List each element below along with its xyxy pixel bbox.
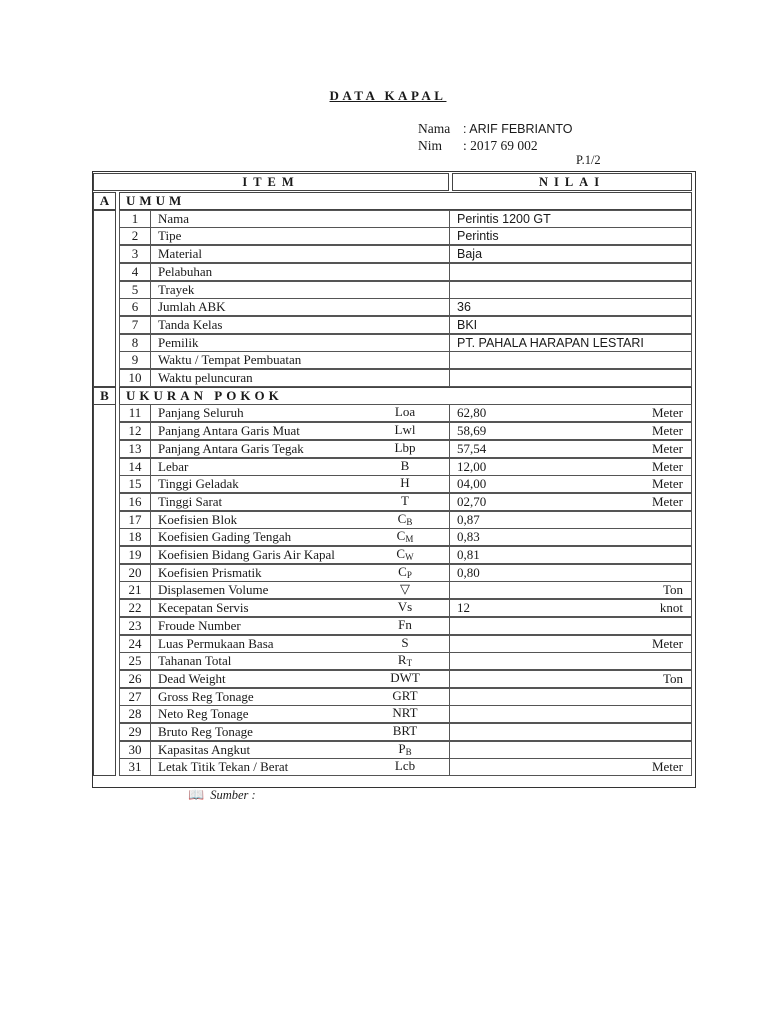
- row-value: [449, 741, 692, 759]
- book-icon: 📖: [188, 787, 205, 802]
- row-value: [449, 670, 692, 688]
- row-number: 17: [119, 511, 151, 529]
- row-value: [449, 404, 692, 422]
- row-number: 1: [119, 210, 151, 228]
- row-number: 21: [119, 581, 151, 599]
- row-symbol: [377, 758, 433, 774]
- row-symbol: [377, 723, 433, 739]
- row-number: 31: [119, 758, 151, 776]
- row-item: Jumlah ABK: [150, 298, 450, 316]
- row-symbol-text: C: [398, 563, 407, 579]
- row-symbol-subscript: W: [405, 552, 414, 562]
- row-value-text: BKI: [457, 317, 478, 332]
- nama-line: [418, 121, 573, 137]
- row-symbol: [377, 493, 433, 509]
- row-symbol-text: C: [396, 528, 406, 544]
- row-value: [449, 245, 692, 263]
- row-symbol: [377, 511, 433, 530]
- row-value: [449, 369, 692, 387]
- row-number: 15: [119, 475, 151, 493]
- table-row: [119, 688, 692, 706]
- row-value: [449, 422, 692, 440]
- table-row: [119, 758, 692, 776]
- table-row: [119, 528, 692, 546]
- row-item: Nama: [150, 210, 450, 228]
- row-value: [449, 298, 692, 316]
- row-value: [449, 281, 692, 299]
- row-item: Koefisien Bidang Garis Air Kapal: [150, 546, 450, 564]
- row-symbol: [377, 581, 433, 597]
- row-value-text: 0,80: [457, 564, 480, 580]
- row-value: [449, 635, 692, 653]
- table-row: [119, 564, 692, 582]
- row-item: Froude Number: [150, 617, 450, 635]
- row-value: [449, 705, 692, 723]
- row-number: 22: [119, 599, 151, 617]
- row-value-text: 36: [457, 300, 471, 315]
- row-item: Waktu peluncuran: [150, 369, 450, 387]
- row-number: 18: [119, 528, 151, 546]
- table-row: [119, 334, 692, 352]
- row-symbol: [377, 670, 433, 686]
- row-number: 29: [119, 723, 151, 741]
- row-value: [449, 493, 692, 511]
- table-row: [119, 511, 692, 529]
- row-unit: Meter: [651, 476, 683, 492]
- row-number: 16: [119, 493, 151, 511]
- row-symbol-text: NRT: [392, 705, 418, 721]
- sumber-label: Sumber :: [210, 788, 256, 802]
- table-row: [119, 245, 692, 263]
- table-row: [119, 723, 692, 741]
- row-value: [449, 688, 692, 706]
- table-row: [119, 210, 692, 228]
- row-number: 26: [119, 670, 151, 688]
- row-value-text: 02,70: [457, 493, 487, 509]
- sumber-note: [188, 787, 256, 803]
- nama-value: : ARIF FEBRIANTO: [463, 122, 573, 136]
- table-row: [119, 493, 692, 511]
- table-row: [119, 652, 692, 670]
- row-number: 20: [119, 564, 151, 582]
- row-symbol-text: C: [397, 510, 407, 526]
- row-item: Material: [150, 245, 450, 263]
- row-symbol-text: Lbp: [394, 439, 416, 455]
- row-symbol: [377, 440, 433, 456]
- row-value-text: Baja: [457, 247, 483, 262]
- section-title: UKURAN POKOK: [119, 387, 692, 405]
- row-item: Waktu / Tempat Pembuatan: [150, 351, 450, 369]
- table-row: [119, 316, 692, 334]
- row-value-text: 04,00: [457, 476, 487, 492]
- row-value: [449, 334, 692, 352]
- table-row: [119, 617, 692, 635]
- section-letter: A: [93, 192, 116, 210]
- row-item: Luas Permukaan Basa: [150, 635, 450, 653]
- row-value: [449, 440, 692, 458]
- table-row: [119, 404, 692, 422]
- row-value: [449, 263, 692, 281]
- table-row: [119, 298, 692, 316]
- nim-line: [418, 138, 538, 154]
- row-value: [449, 617, 692, 635]
- row-symbol-subscript: T: [406, 658, 413, 669]
- table-row: [119, 635, 692, 653]
- row-symbol-subscript: B: [405, 746, 412, 757]
- row-value-text: 57,54: [457, 440, 487, 456]
- row-value-text: 12,00: [457, 458, 487, 474]
- table-row: [119, 581, 692, 599]
- nim-label: Nim: [418, 138, 443, 153]
- row-symbol-text: P: [398, 740, 406, 756]
- row-symbol-text: Lcb: [394, 758, 416, 774]
- row-number: 25: [119, 652, 151, 670]
- row-number: 28: [119, 705, 151, 723]
- row-item: Tahanan Total: [150, 652, 450, 670]
- row-item: Tipe: [150, 227, 450, 245]
- row-symbol: [377, 617, 433, 633]
- row-symbol: [377, 705, 433, 721]
- row-value-text: PT. PAHALA HARAPAN LESTARI: [457, 335, 644, 350]
- row-value-text: 58,69: [457, 423, 487, 439]
- row-number: 4: [119, 263, 151, 281]
- row-item: Pelabuhan: [150, 263, 450, 281]
- row-unit: knot: [659, 600, 683, 616]
- row-unit: Meter: [651, 458, 683, 474]
- row-item: Kapasitas Angkut: [150, 741, 450, 759]
- row-number: 30: [119, 741, 151, 759]
- row-symbol-text: T: [401, 492, 409, 508]
- row-item: Bruto Reg Tonage: [150, 723, 450, 741]
- row-symbol: [377, 422, 433, 438]
- section-letter: B: [93, 387, 116, 405]
- table-row: [119, 227, 692, 245]
- row-item: Gross Reg Tonage: [150, 688, 450, 706]
- row-item: Lebar: [150, 458, 450, 476]
- row-item: Displasemen Volume: [150, 581, 450, 599]
- table-row: [119, 475, 692, 493]
- row-item: Koefisien Blok: [150, 511, 450, 529]
- row-item: Panjang Antara Garis Tegak: [150, 440, 450, 458]
- table-row: [119, 263, 692, 281]
- row-value: [449, 652, 692, 670]
- row-number: 2: [119, 227, 151, 245]
- table-row: [119, 599, 692, 617]
- row-value: [449, 758, 692, 776]
- row-number: 5: [119, 281, 151, 299]
- row-value: [449, 528, 692, 546]
- row-number: 23: [119, 617, 151, 635]
- row-number: 3: [119, 245, 151, 263]
- row-item: Panjang Seluruh: [150, 404, 450, 422]
- row-value-text: 0,81: [457, 547, 480, 562]
- column-header-item: ITEM: [93, 173, 449, 191]
- row-symbol-text: Lwl: [394, 422, 416, 438]
- row-symbol-text: C: [396, 546, 406, 561]
- row-symbol-text: BRT: [392, 723, 418, 738]
- table-row: [119, 422, 692, 440]
- row-unit: Meter: [651, 759, 683, 775]
- row-value: [449, 227, 692, 245]
- row-symbol-text: R: [397, 652, 407, 668]
- row-item: Letak Titik Tekan / Berat: [150, 758, 450, 776]
- row-symbol: [377, 599, 433, 615]
- row-symbol-subscript: P: [406, 569, 412, 580]
- row-item: Neto Reg Tonage: [150, 705, 450, 723]
- table-row: [119, 458, 692, 476]
- row-symbol-text: Vs: [397, 599, 413, 615]
- row-value: [449, 316, 692, 334]
- table-row: [119, 440, 692, 458]
- row-value: [449, 723, 692, 741]
- row-number: 19: [119, 546, 151, 564]
- row-symbol: [377, 652, 433, 671]
- table-row: [119, 369, 692, 387]
- page-number: P.1/2: [576, 153, 601, 167]
- nama-label: Nama: [418, 121, 451, 136]
- nim-value: : 2017 69 002: [463, 138, 538, 153]
- row-value: [449, 511, 692, 529]
- row-number: 11: [119, 404, 151, 422]
- row-symbol-text: Loa: [394, 404, 416, 420]
- row-item: Koefisien Gading Tengah: [150, 528, 450, 546]
- row-number: 8: [119, 334, 151, 352]
- section-title: UMUM: [119, 192, 692, 210]
- row-symbol-text: DWT: [390, 669, 420, 685]
- row-unit: Meter: [651, 423, 683, 439]
- row-unit: Ton: [662, 670, 683, 686]
- row-item: Panjang Antara Garis Muat: [150, 422, 450, 440]
- row-value-text: Perintis 1200 GT: [457, 211, 551, 226]
- table-row: [119, 670, 692, 688]
- row-item: Kecepatan Servis: [150, 599, 450, 617]
- row-symbol: [377, 635, 433, 651]
- row-item: Trayek: [150, 281, 450, 299]
- section-spacer: [93, 404, 116, 776]
- row-number: 7: [119, 316, 151, 334]
- row-number: 12: [119, 422, 151, 440]
- column-header-nilai: NILAI: [452, 173, 692, 191]
- row-symbol-text: ▽: [400, 581, 410, 597]
- document-title: DATA KAPAL: [329, 88, 447, 103]
- row-item: Dead Weight: [150, 670, 450, 688]
- row-item: Pemilik: [150, 334, 450, 352]
- row-number: 27: [119, 688, 151, 706]
- row-symbol: [377, 458, 433, 474]
- row-item: Tinggi Sarat: [150, 493, 450, 511]
- row-value-text: 0,87: [457, 511, 480, 527]
- row-unit: Meter: [651, 635, 683, 651]
- row-number: 9: [119, 351, 151, 369]
- row-symbol: [377, 404, 433, 420]
- row-symbol-subscript: B: [406, 516, 413, 527]
- row-value: [449, 210, 692, 228]
- row-value: [449, 546, 692, 564]
- row-item: Tinggi Geladak: [150, 475, 450, 493]
- row-value-text: Perintis: [457, 229, 499, 244]
- row-number: 10: [119, 369, 151, 387]
- row-value: [449, 564, 692, 582]
- row-item: Koefisien Prismatik: [150, 564, 450, 582]
- row-symbol: [377, 564, 433, 583]
- row-unit: Meter: [651, 493, 683, 509]
- row-symbol-subscript: M: [405, 534, 414, 545]
- section-spacer: [93, 210, 116, 387]
- row-item: Tanda Kelas: [150, 316, 450, 334]
- table-row: [119, 705, 692, 723]
- row-value: [449, 458, 692, 476]
- row-unit: Meter: [651, 440, 683, 456]
- row-symbol-text: H: [400, 475, 410, 491]
- row-value-text: 0,83: [457, 529, 480, 545]
- row-unit: Ton: [662, 582, 683, 598]
- row-value: [449, 475, 692, 493]
- table-row: [119, 281, 692, 299]
- row-value-text: 12: [457, 600, 470, 616]
- row-number: 14: [119, 458, 151, 476]
- row-symbol: [377, 688, 433, 704]
- row-value: [449, 581, 692, 599]
- table-row: [119, 741, 692, 759]
- row-value-text: 62,80: [457, 405, 487, 421]
- row-symbol: [377, 546, 433, 565]
- row-value: [449, 599, 692, 617]
- row-number: 24: [119, 635, 151, 653]
- row-symbol: [377, 475, 433, 491]
- row-symbol-text: GRT: [392, 687, 418, 703]
- row-symbol: [377, 528, 433, 547]
- row-value: [449, 351, 692, 369]
- row-symbol: [377, 741, 433, 760]
- table-row: [119, 351, 692, 369]
- table-row: [119, 546, 692, 564]
- row-symbol-text: B: [400, 457, 410, 473]
- row-symbol-text: S: [401, 634, 409, 650]
- row-unit: Meter: [651, 405, 683, 421]
- row-symbol-text: Fn: [398, 616, 412, 632]
- row-number: 13: [119, 440, 151, 458]
- row-number: 6: [119, 298, 151, 316]
